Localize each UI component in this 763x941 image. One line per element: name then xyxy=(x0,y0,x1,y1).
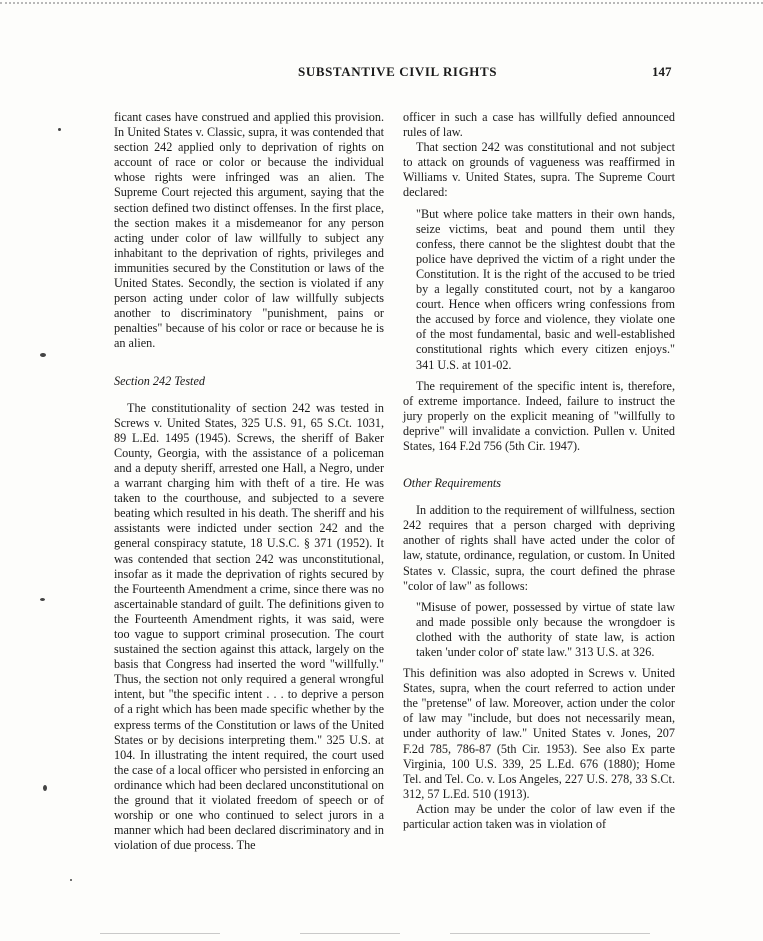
scan-speck xyxy=(58,128,61,131)
running-head: SUBSTANTIVE CIVIL RIGHTS xyxy=(298,64,498,79)
page-number: 147 xyxy=(652,64,672,79)
paragraph: In addition to the requirement of willfulness, section 242 requires that a person charged with depriving another of rights shall have acted under the color of law, statute, ordinance, regulation, or custom. In United States v. Classic, supra, the court defined the phrase "color of law" as follows: xyxy=(403,503,675,593)
section-heading: Other Requirements xyxy=(403,476,502,491)
bottom-edge-line xyxy=(450,933,650,934)
paragraph: That section 242 was constitutional and not subject to attack on grounds of vagueness was reaffirmed in Williams v. United States, supra. The Supreme Court declared: xyxy=(403,140,675,200)
scan-speck xyxy=(43,785,47,791)
scan-edge-dots xyxy=(0,2,763,6)
paragraph: officer in such a case has willfully defied announced rules of law. xyxy=(403,110,675,140)
paragraph: Action may be under the color of law even if the particular action taken was in violation of xyxy=(403,801,675,832)
scan-speck xyxy=(40,353,46,357)
paragraph: The requirement of the specific intent is, therefore, of extreme importance. Indeed, failure to instruct the jury properly on the explicit meaning of "willfully to deprive" will invalidate a conviction. Pullen v. United States, 164 F.2d 756 (5th Cir. 1947). xyxy=(403,378,675,453)
block-quote: "Misuse of power, possessed by virtue of state law and made possible only because the wrongdoer is clothed with the authority of state law, is action taken 'under color of' state law." 313 U.S. at 326. xyxy=(416,599,675,659)
page-header xyxy=(0,64,763,84)
left-column xyxy=(114,110,384,853)
paragraph: ficant cases have construed and applied this provision. In United States v. Classic, supra, it was contended that section 242 applied only to deprivation of rights on account of race or color or because the individual whose rights were infringed was an alien. The Supreme Court rejected this argument, saying that the section defined two distinct offenses. In the first place, the section makes it a misdemeanor for any person acting under color of law willfully to subject any inhabitant to the deprivation of rights, privileges and immunities secured by the Constitution or laws of the United States. Secondly, the section is violated if any person acting under color of law willfully subjects another to discriminatory "punishment, pains or penalties" because of his color or race or because he is an alien. xyxy=(114,110,384,351)
bottom-edge-line xyxy=(100,933,220,934)
section-heading: Section 242 Tested xyxy=(114,373,205,388)
block-quote: "But where police take matters in their own hands, seize victims, beat and pound them until they confess, there cannot be the slightest doubt that the police have deprived the victim of a right under the Constitution. It is the right of the accused to be tried by a legally constituted court, not by a kangaroo court. Hence when officers wring confessions from the accused by force and violence, they violate one of the most fundamental, basic and well-established constitutional rights which every citizen enjoys." 341 U.S. at 101-02. xyxy=(416,206,675,372)
right-column xyxy=(403,110,675,832)
paragraph: The constitutionality of section 242 was tested in Screws v. United States, 325 U.S. 91, 65 S.Ct. 1031, 89 L.Ed. 1495 (1945). Screws, the sheriff of Baker County, Georgia, with the assistance of a policeman and a deputy sheriff, arrested one Hall, a Negro, under a warrant charging him with theft of a tire. He was taken to the courthouse, and subjected to a severe beating which resulted in his death. The sheriff and his assistants were indicted under section 242 and the general conspiracy statute, 18 U.S.C. § 371 (1952). It was contended that section 242 was unconstitutional, insofar as it made the deprivation of rights secured by the Fourteenth Amendment a crime, since there was no ascertainable standard of guilt. The definitions given to the Fourteenth Amendment rights, it was said, were too vague to support criminal prosecution. The court sustained the section against this attack, largely on the basis that Congress had inserted the word "willfully." Thus, the section not only required a general wrongful intent, but "the specific intent . . . to deprive a person of a right which has been made specific whether by the express terms of the Constitution or laws of the United States or by decisions interpreting them." 325 U.S. at 104. In illustrating the intent required, the court used the case of a local officer who persisted in enforcing an ordinance which had been declared unconstitutional on the ground that it violated freedom of speech or of worship or one who continued to select jurors in a manner which had been declared discriminatory and in violation of due process. The xyxy=(114,400,384,853)
paragraph: This definition was also adopted in Screws v. United States, supra, when the court referred to action under the "pretense" of law. Moreover, action under the color of law may "include, but does not necessarily mean, under authority of law." United States v. Jones, 207 F.2d 785, 786-87 (5th Cir. 1953). See also Ex parte Virginia, 100 U.S. 339, 25 L.Ed. 676 (1880); Home Tel. and Tel. Co. v. Los Angeles, 227 U.S. 278, 33 S.Ct. 312, 57 L.Ed. 510 (1913). xyxy=(403,666,675,801)
bottom-edge-line xyxy=(300,933,400,934)
scan-speck xyxy=(70,879,72,881)
scan-speck xyxy=(40,598,45,601)
